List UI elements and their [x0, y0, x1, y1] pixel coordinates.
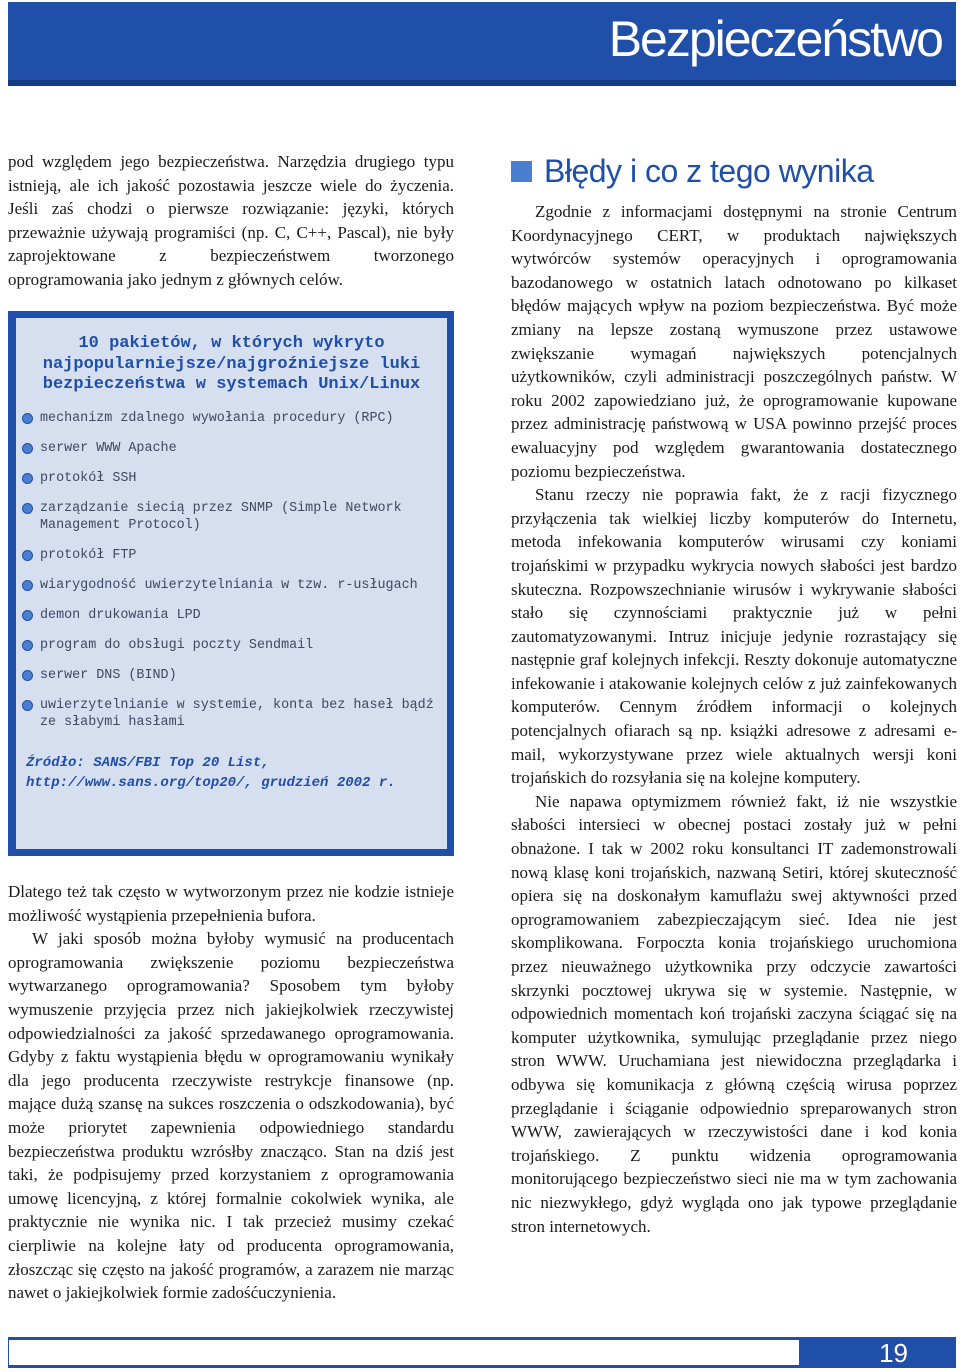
- footer-divider: [9, 1340, 799, 1365]
- left-column: [8, 150, 454, 292]
- left-paragraph: W jaki sposób można byłoby wymusić na producentach oprogramowania zwiększenie poziomu bezpieczeństwa wytwarzanego oprogramowania? Sposobem tym byłoby wymuszenie przyjęcia przez nich jakiejkolwiek rzeczywistej odpowiedzialności za jakość sprzedawanego oprogramowania. Gdyby z faktu wystąpienia błędu w oprogramowaniu wynikały dla jego producenta rzeczywiste restrykcje finansowe (np. mające dużą szansę na sukces roszczenia o odszkodowania), być może priorytet zapewnienia odpowiedniego standardu bezpieczeństwa produktu wzrósłby znacząco. Stan na dziś jest taki, że podpisujemy przed korzystaniem z oprogramowania umowę licencyjną, z której formalnie cokolwiek wynika, ale praktycznie nie wynika nic. I tak przecież musimy czekać cierpliwie na kolejne łaty od producenta oprogramowania, złoszcząc się często na jakość programów, a zarazem nie marząc nawet o jakiejkolwiek formie zadośćuczynienia.: [8, 929, 454, 1303]
- list-item: wiarygodność uwierzytelniania w tzw. r-usługach: [22, 577, 439, 594]
- bullet-icon: [22, 610, 33, 621]
- left-column-bottom: [8, 880, 454, 1305]
- section-heading: [511, 150, 957, 192]
- bullet-icon: [22, 443, 33, 454]
- header-bar: [8, 2, 956, 86]
- list-item: mechanizm zdalnego wywołania procedury (RPC): [22, 410, 439, 427]
- section-title: Błędy i co z tego wynika: [544, 152, 874, 189]
- page-number: 19: [879, 1338, 908, 1368]
- list-item: protokół FTP: [22, 547, 439, 564]
- list-item: serwer WWW Apache: [22, 440, 439, 457]
- bullet-icon: [22, 503, 33, 514]
- bullet-icon: [22, 700, 33, 711]
- list-item: zarządzanie siecią przez SNMP (Simple Network Management Protocol): [22, 500, 439, 534]
- square-icon: [511, 161, 532, 182]
- left-top-paragraph: pod względem jego bezpieczeństwa. Narzędzia drugiego typu istnieją, ale ich jakość pozostawia jeszcze wiele do życzenia. Jeśli zaś chodzi o pierwsze rozwiązanie: języki, których przeważnie używają programiści (np. C, C++, Pascal), nie były zaprojektowane z bezpieczeństwem tworzonego oprogramowania jako jednym z głównych celów.: [8, 152, 454, 289]
- box-list: [16, 410, 447, 731]
- right-paragraph: Stanu rzeczy nie poprawia fakt, że z racji fizycznego przyłączenia tak wielkiej liczby komputerów do Internetu, metoda infekowania komputerów wirusami czy koniami trojańskimi w przypadku wykrycia nowych słabości jest bardzo skuteczna. Rozpowszechnianie wirusów i wykrywanie słabości stało się czynnościami praktycznie już w pełni zautomatyzowanymi. Intruz inicjuje jedynie rozrastający się następnie graf kolejnych infekcji. Reszty dokonuje automatyczne infekowanie i atakowanie kolejnych celów z już zainfekowanych komputerów. Cennym źródłem informacji o kolejnych potencjalnych ofiarach są np. książki adresowe z adresami e-mail, wykorzystywane przez wiele aktualnych wersji koni trojańskich do rozsyłania się na kolejne komputery.: [511, 485, 957, 788]
- list-item: demon drukowania LPD: [22, 607, 439, 624]
- left-paragraph: Dlatego też tak często w wytworzonym przez nie kodzie istnieje możliwość wystąpienia przepełnienia bufora.: [8, 882, 454, 925]
- box-title: 10 pakietów, w których wykryto najpopularniejsze/najgroźniejsze luki bezpieczeństwa w systemach Unix/Linux: [42, 334, 421, 394]
- right-column: [511, 150, 957, 1238]
- list-item: serwer DNS (BIND): [22, 667, 439, 684]
- box-source: Źródło: SANS/FBI Top 20 List, http://www.sans.org/top20/, grudzień 2002 r.: [26, 754, 396, 791]
- right-paragraph: Nie napawa optymizmem również fakt, iż nie wszystkie słabości intersieci w obecnej postaci zostały już w pełni obnażone. I tak w 2002 roku konsultanci IT zademonstrowali nową klasę koni trojańskich, nazwaną Setiri, której skuteczność opiera się na doskonałym kamuflażu swej aktywności przed oprogramowaniem zabezpieczającym sieć. Idea nie jest skomplikowana. Forpoczta konia trojańskiego uruchomiona przez nieuważnego użytkownika przy odczycie zawartości skrzynki pocztowej ukrywa się w systemie. Następnie, w odpowiednich momentach koń trojański zaczyna ściągać się na komputer użytkownika, symulując przeglądanie przez niego stron WWW. Uruchamiana jest niewidoczna przeglądarka i odbywa się komunikacja z główną częścią wirusa poprzez przeglądanie i ściąganie odpowiednio spreparowanych stron WWW, zawierających w rzeczywistości dane i kod konia trojańskiego. Z punktu widzenia oprogramowania monitorującego bezpieczeństwo sieci nie ma w tym zachowania nic niezwykłego, gdyż wygląda ono jak typowe przeglądanie stron internetowych.: [511, 791, 957, 1236]
- list-item: uwierzytelnianie w systemie, konta bez haseł bądź ze słabymi hasłami: [22, 697, 439, 731]
- list-item: protokół SSH: [22, 470, 439, 487]
- bullet-icon: [22, 550, 33, 561]
- bullet-icon: [22, 580, 33, 591]
- bullet-icon: [22, 670, 33, 681]
- bullet-icon: [22, 640, 33, 651]
- right-paragraph: Zgodnie z informacjami dostępnymi na stronie Centrum Koordynacyjnego CERT, w produktach największych wytwórców systemów operacyjnych i oprogramowania bazodanowego w ostatnich latach odnotowano po kilkaset błędów mających wpływ na poziom bezpieczeństwa. Być może zmiany na lepsze zostaną wymuszone przez ustawowe zwiększanie wymagań największych potencjalnych użytkowników, czyli administracji poszczególnych państw. W roku 2002 zapowiedziano już, że oprogramowanie kupowane przez administrację państwową w USA powinno przejść proces ewaluacyjny pod względem gwarantowania dostatecznego poziomu bezpieczeństwa.: [511, 202, 957, 481]
- page-header-title: Bezpieczeństwo: [608, 11, 942, 67]
- sidebar-box: [8, 311, 454, 856]
- list-item: program do obsługi poczty Sendmail: [22, 637, 439, 654]
- bullet-icon: [22, 413, 33, 424]
- bullet-icon: [22, 473, 33, 484]
